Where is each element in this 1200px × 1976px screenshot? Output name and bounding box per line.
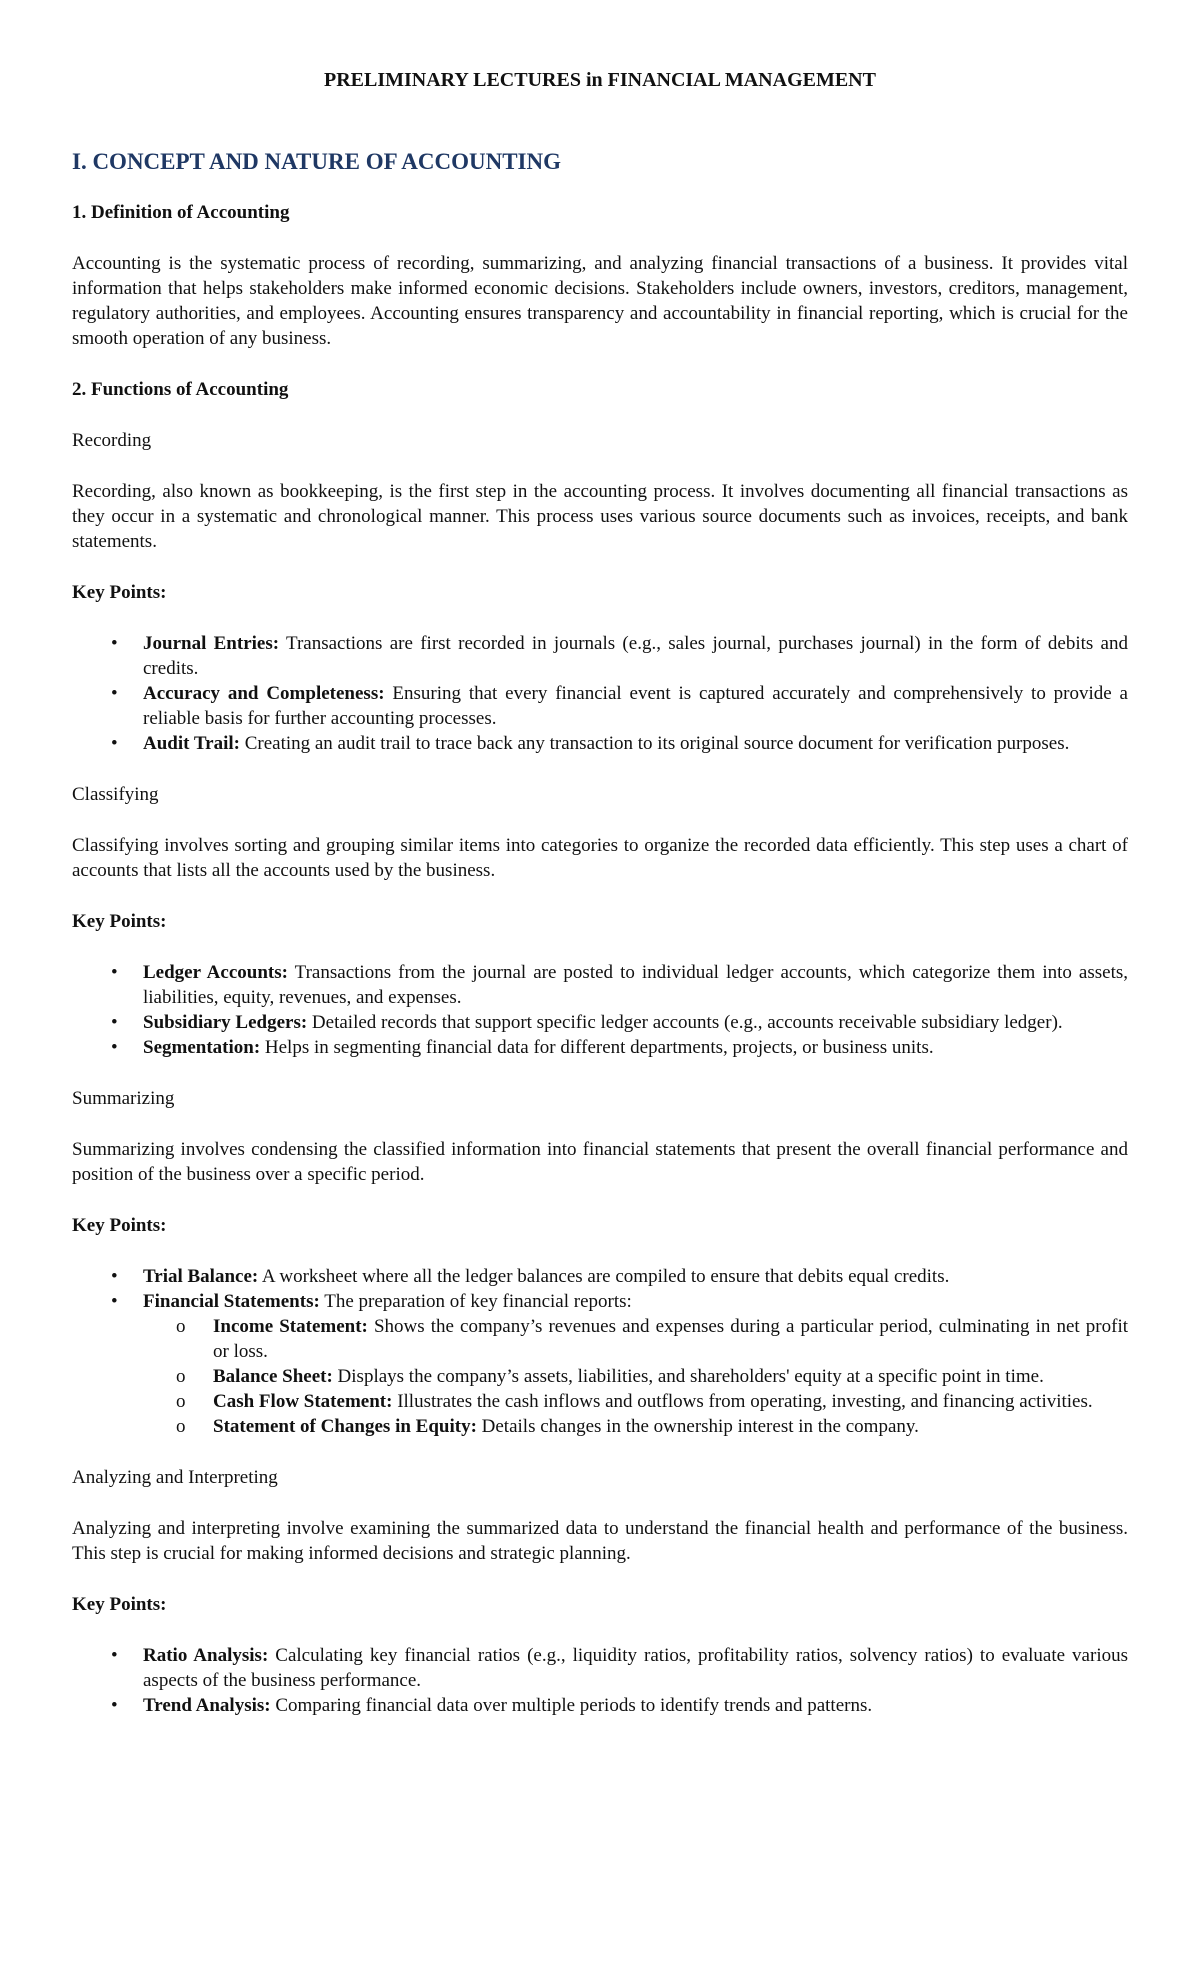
financial-statements-sublist — [143, 1314, 1128, 1439]
classifying-heading: Classifying — [72, 784, 159, 805]
list-item — [72, 1643, 1128, 1693]
point-term: Ratio Analysis: — [143, 1645, 269, 1666]
sub-list-item — [143, 1389, 1128, 1414]
list-item — [72, 1693, 1128, 1718]
definition-paragraph: Accounting is the systematic process of recording, summarizing, and analyzing financial transactions of a business. It provides vital information that helps stakeholders make informed economic decisions. Stakeholders include owners, investors, creditors, management, regulatory authorities, and employees. Accounting ensures transparency and accountability in financial reporting, which is crucial for the smooth operation of any business. — [72, 253, 1128, 349]
point-description: Transactions from the journal are posted to individual ledger accounts, which categorize them into assets, liabilities, equity, revenues, and expenses. — [143, 962, 1128, 1008]
point-description: Details changes in the ownership interest in the company. — [481, 1416, 919, 1437]
key-points-label: Key Points: — [72, 1215, 167, 1236]
list-item — [72, 1289, 1128, 1439]
key-points-label: Key Points: — [72, 911, 167, 932]
recording-paragraph: Recording, also known as bookkeeping, is the first step in the accounting process. It involves documenting all financial transactions as they occur in a systematic and chronological manner. This process uses various source documents such as invoices, receipts, and bank statements. — [72, 481, 1128, 552]
sub-list-item — [143, 1414, 1128, 1439]
point-term: Audit Trail: — [143, 733, 240, 754]
point-term: Financial Statements: — [143, 1291, 320, 1312]
point-term: Balance Sheet: — [213, 1366, 333, 1387]
summarizing-paragraph: Summarizing involves condensing the classified information into financial statements that present the overall financial performance and position of the business over a specific period. — [72, 1139, 1128, 1185]
recording-key-points-list — [72, 631, 1128, 756]
list-item — [72, 1035, 1128, 1060]
point-term: Accuracy and Completeness: — [143, 683, 385, 704]
analyzing-paragraph: Analyzing and interpreting involve examining the summarized data to understand the financial health and performance of the business. This step is crucial for making informed decisions and strategic planning. — [72, 1518, 1128, 1564]
list-item — [72, 681, 1128, 731]
point-term: Subsidiary Ledgers: — [143, 1012, 308, 1033]
point-description: The preparation of key financial reports: — [324, 1291, 632, 1312]
functions-heading: 2. Functions of Accounting — [72, 379, 289, 400]
sub-list-item — [143, 1314, 1128, 1364]
point-description: Shows the company’s revenues and expenses during a particular period, culminating in net profit or loss. — [213, 1316, 1128, 1362]
summarizing-heading: Summarizing — [72, 1088, 175, 1109]
list-item — [72, 1264, 1128, 1289]
sub-list-item — [143, 1364, 1128, 1389]
summarizing-key-points-list — [72, 1264, 1128, 1439]
section-title: I. CONCEPT AND NATURE OF ACCOUNTING — [72, 149, 562, 174]
point-description: Transactions are first recorded in journals (e.g., sales journal, purchases journal) in the form of debits and credits. — [143, 633, 1128, 679]
point-term: Statement of Changes in Equity: — [213, 1416, 477, 1437]
document-title: PRELIMINARY LECTURES in FINANCIAL MANAGEMENT — [324, 69, 876, 91]
point-description: Comparing financial data over multiple periods to identify trends and patterns. — [275, 1695, 873, 1716]
point-description: Ensuring that every financial event is captured accurately and comprehensively to provide a reliable basis for further accounting processes. — [143, 683, 1128, 729]
classifying-paragraph: Classifying involves sorting and grouping similar items into categories to organize the recorded data efficiently. This step uses a chart of accounts that lists all the accounts used by the business. — [72, 835, 1128, 881]
point-term: Ledger Accounts: — [143, 962, 288, 983]
list-item — [72, 631, 1128, 681]
analyzing-heading: Analyzing and Interpreting — [72, 1467, 278, 1488]
point-term: Segmentation: — [143, 1037, 261, 1058]
point-description: Displays the company’s assets, liabilities, and shareholders' equity at a specific point in time. — [337, 1366, 1044, 1387]
point-description: Illustrates the cash inflows and outflows from operating, investing, and financing activities. — [397, 1391, 1093, 1412]
point-term: Trend Analysis: — [143, 1695, 271, 1716]
point-description: Detailed records that support specific ledger accounts (e.g., accounts receivable subsidiary ledger). — [311, 1012, 1063, 1033]
list-item — [72, 731, 1128, 756]
list-item — [72, 960, 1128, 1010]
list-item — [72, 1010, 1128, 1035]
analyzing-key-points-list — [72, 1643, 1128, 1718]
point-description: Calculating key financial ratios (e.g., liquidity ratios, profitability ratios, solvency ratios) to evaluate various aspects of the business performance. — [143, 1645, 1128, 1691]
point-term: Trial Balance: — [143, 1266, 259, 1287]
point-term: Income Statement: — [213, 1316, 368, 1337]
point-description: Creating an audit trail to trace back any transaction to its original source document for verification purposes. — [244, 733, 1070, 754]
recording-heading: Recording — [72, 430, 152, 451]
key-points-label: Key Points: — [72, 1594, 167, 1615]
definition-heading: 1. Definition of Accounting — [72, 202, 290, 223]
point-term: Cash Flow Statement: — [213, 1391, 393, 1412]
point-term: Journal Entries: — [143, 633, 280, 654]
point-description: Helps in segmenting financial data for different departments, projects, or business units. — [264, 1037, 934, 1058]
classifying-key-points-list — [72, 960, 1128, 1060]
key-points-label: Key Points: — [72, 582, 167, 603]
point-description: A worksheet where all the ledger balances are compiled to ensure that debits equal credits. — [261, 1266, 950, 1287]
